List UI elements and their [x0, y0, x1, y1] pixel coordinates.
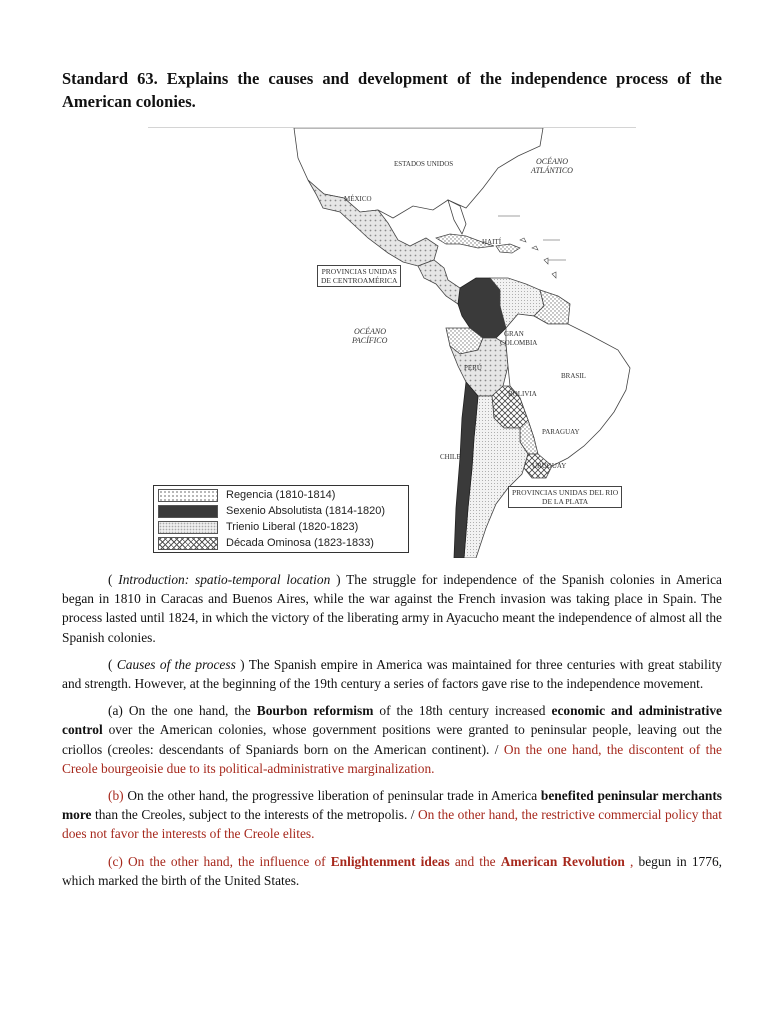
legend-row — [154, 536, 406, 551]
map-label-estados-unidos: ESTADOS UNIDOS — [394, 160, 454, 168]
legend-swatch-sexenio — [158, 505, 218, 518]
para-a-marker: (a) — [108, 703, 123, 719]
legend-swatch-decada — [158, 537, 218, 550]
para-b-text2: than the Creoles, subject to the interests of the metropolis. / — [94, 807, 415, 823]
legend-label: Década Ominosa (1823-1833) — [226, 537, 374, 549]
para-c-red2: and the — [454, 853, 496, 869]
legend-swatch-trienio — [158, 521, 218, 534]
map-label-peru: PERÚ — [464, 364, 482, 372]
para-a-bold2: economic and administrative control — [62, 703, 722, 738]
para-c-red3: , — [630, 853, 634, 869]
legend-row — [154, 504, 406, 519]
para-b-red: On the other hand, the restrictive commercial policy that does not favor the interests of the Creole elites. — [62, 807, 722, 842]
para-a-bold1: Bourbon reformism — [256, 703, 374, 719]
map-label-oceano-pacifico-2: PACÍFICO — [352, 336, 388, 345]
para-a-text2: of the 18th century increased — [379, 703, 546, 719]
legend-label: Trienio Liberal (1820-1823) — [226, 521, 359, 533]
map-label-gran-colombia-2: COLOMBIA — [500, 339, 538, 347]
para-c-red1: (c) On the other hand, the influence of — [108, 853, 326, 869]
map-label-bolivia: BOLIVIA — [508, 390, 537, 398]
causes-tag: Causes of the process — [116, 656, 236, 672]
para-c-bold2: American Revolution — [500, 853, 625, 869]
paragraph-a — [62, 701, 722, 778]
legend-swatch-regencia — [158, 489, 218, 502]
map-label-oceano-atlantico-2: ATLÁNTICO — [531, 166, 573, 175]
legend-label: Sexenio Absolutista (1814-1820) — [226, 505, 385, 517]
intro-tag: Introduction: spatio-temporal location — [118, 572, 331, 587]
page-title: Standard 63. Explains the causes and development of the independence process of the American colonies. — [62, 69, 722, 111]
map-label-rio-plata-line2: DE LA PLATA — [542, 497, 589, 506]
map-label-rio-de-la-plata — [508, 486, 622, 508]
map-label-mexico: MÉXICO — [344, 195, 372, 203]
legend-row — [154, 520, 406, 535]
map-label-centroamerica — [317, 265, 401, 287]
map-label-centroamerica-line2: DE CENTROAMÉRICA — [321, 276, 398, 285]
para-b-marker: (b) — [108, 788, 124, 804]
legend-row — [154, 488, 406, 503]
map-label-uruguay: URUGUAY — [532, 462, 567, 470]
map-label-chile: CHILE — [440, 453, 461, 461]
map-label-oceano-pacifico-1: OCÉANO — [354, 327, 386, 336]
causes-text: The Spanish empire in America was maintained for three centuries with great stability and strength. However, at the beginning of the 19th century a series of factors gave rise to the independence movement. — [62, 656, 723, 692]
map-label-rio-plata-line1: PROVINCIAS UNIDAS DEL RIO — [512, 488, 619, 497]
map-label-gran-colombia-1: GRAN — [504, 330, 524, 338]
paragraph-b — [62, 786, 722, 844]
paragraph-introduction: ( Introduction: spatio-temporal location ) The struggle for independence of the Spanish colonies in America began in 1810 in Caracas and Buenos Aires, while the war against the French invasion was taking place in Spain. The process lasted until 1824, in which the victory of the liberating army in Ayacucho meant the independence of almost all the Spanish colonies. — [62, 572, 722, 645]
map-label-paraguay: PARAGUAY — [542, 428, 580, 436]
map-label-brasil: BRASIL — [561, 372, 586, 380]
para-b-text1: On the other hand, the progressive liberation of peninsular trade in America — [127, 788, 538, 804]
legend-label: Regencia (1810-1814) — [226, 489, 336, 501]
map-label-oceano-atlantico-1: OCÉANO — [536, 157, 568, 166]
para-b-bold1: benefited peninsular merchants more — [62, 788, 723, 823]
intro-text: The struggle for independence of the Spanish colonies in America began in 1810 in Caracas and Buenos Aires, while the war against the French invasion was taking place in Spain. The process lasted until 1824, in which the victory of the liberating army in Ayacucho meant the independence of almost all the Spanish colonies. — [62, 572, 722, 645]
paragraph-causes: ( Causes of the process ) The Spanish empire in America was maintained for three centuries with great stability and strength. However, at the beginning of the 19th century a series of factors gave rise to the independence movement. — [62, 656, 723, 692]
para-a-red: On the one hand, the discontent of the Creole bourgeoisie due to its political-administrative marginalization. — [62, 741, 722, 776]
para-c-bold1: Enlightenment ideas — [330, 853, 450, 869]
map-label-haiti: HAITÍ — [482, 238, 502, 246]
para-a-text1: On the one hand, the — [128, 703, 251, 719]
para-c-text1: begun in 1776, which marked the birth of the United States. — [62, 853, 722, 888]
para-a-text3: over the American colonies, whose government positions were granted to peninsular people, leaving out the criollos (creoles: descendants of Spaniards born on the American continent). / — [62, 722, 722, 757]
body-text — [62, 570, 722, 898]
map-label-centroamerica-line1: PROVINCIAS UNIDAS — [321, 267, 397, 276]
caribbean-islands — [520, 238, 556, 278]
map-legend — [153, 485, 409, 553]
paragraph-c — [62, 852, 722, 890]
